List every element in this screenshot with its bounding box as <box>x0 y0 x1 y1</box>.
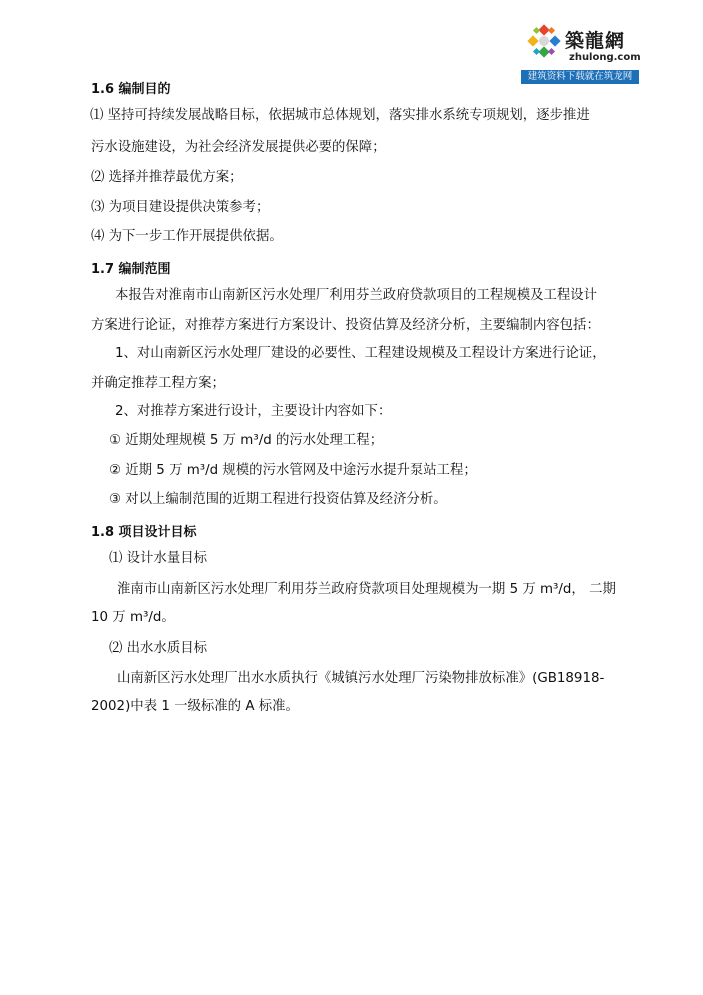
logo-slogan: 建筑资料下载就在筑龙网 <box>521 70 639 84</box>
scope-sub-item-3: ③ 对以上编制范围的近期工程进行投资估算及经济分析。 <box>109 492 447 507</box>
logo-domain: zhulong.com <box>569 52 641 63</box>
logo-brand: 築龍網 <box>565 30 626 52</box>
target-1-line-2: 10 万 m³/d。 <box>91 610 175 625</box>
purpose-item-1-line-2: 污水设施建设，为社会经济发展提供必要的保障； <box>91 140 386 155</box>
scope-point-1-line-1: 1、对山南新区污水处理厂建设的必要性、工程建设规模及工程设计方案进行论证， <box>115 346 606 361</box>
scope-sub-item-2: ② 近期 5 万 m³/d 规模的污水管网及中途污水提升泵站工程； <box>109 463 477 478</box>
target-1-title: ⑴ 设计水量目标 <box>109 551 207 566</box>
purpose-item-1-line-1: ⑴ 坚持可持续发展战略目标，依据城市总体规划，落实排水系统专项规划，逐步推进 <box>90 108 590 123</box>
scope-intro-line-1: 本报告对淮南市山南新区污水处理厂利用芬兰政府贷款项目的工程规模及工程设计 <box>115 288 598 303</box>
scope-point-2: 2、对推荐方案进行设计，主要设计内容如下： <box>115 404 392 419</box>
target-2-line-1: 山南新区污水处理厂出水水质执行《城镇污水处理厂污染物排放标准》(GB18918- <box>117 671 605 686</box>
zhulong-logo-icon <box>525 24 563 62</box>
purpose-item-3: ⑶ 为项目建设提供决策参考； <box>91 200 270 215</box>
section-1-7-heading: 1.7 编制范围 <box>91 262 171 277</box>
purpose-item-2: ⑵ 选择并推荐最优方案； <box>91 170 243 185</box>
section-1-6-heading: 1.6 编制目的 <box>91 82 171 97</box>
target-2-line-2: 2002)中表 1 一级标准的 A 标准。 <box>91 699 299 714</box>
zhulong-logo <box>521 22 639 86</box>
target-1-line-1: 淮南市山南新区污水处理厂利用芬兰政府贷款项目处理规模为一期 5 万 m³/d， 二期 <box>117 582 616 597</box>
section-1-8-heading: 1.8 项目设计目标 <box>91 525 197 540</box>
scope-intro-line-2: 方案进行论证，对推荐方案进行方案设计、投资估算及经济分析，主要编制内容包括： <box>91 318 600 333</box>
scope-point-1-line-2: 并确定推荐工程方案； <box>91 376 225 391</box>
scope-sub-item-1: ① 近期处理规模 5 万 m³/d 的污水处理工程； <box>109 433 384 448</box>
purpose-item-4: ⑷ 为下一步工作开展提供依据。 <box>91 229 283 244</box>
target-2-title: ⑵ 出水水质目标 <box>109 641 207 656</box>
